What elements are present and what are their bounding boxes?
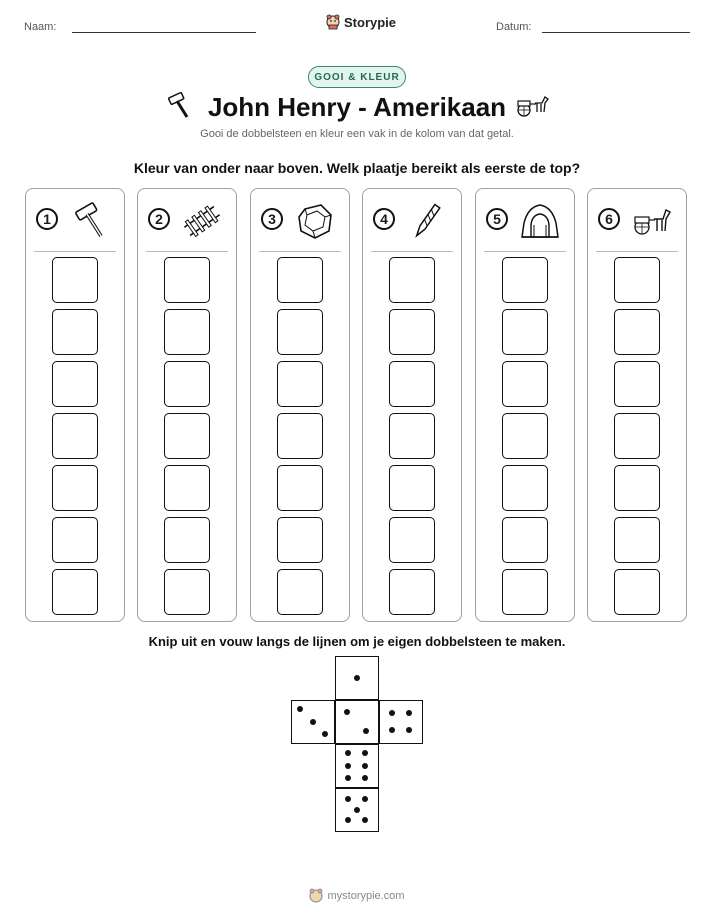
die-pip [344, 709, 350, 715]
die-pip [322, 731, 328, 737]
column-number: 1 [36, 208, 58, 230]
die-pip [406, 727, 412, 733]
storypie-mascot-icon [326, 14, 340, 30]
game-instruction: Kleur van onder naar boven. Welk plaatje bereikt als eerste de top? [133, 160, 581, 176]
color-box[interactable] [389, 413, 435, 459]
hammer-icon [70, 201, 110, 241]
die-pip [354, 675, 360, 681]
die-pip [362, 775, 368, 781]
column-number: 4 [373, 208, 395, 230]
footer-url[interactable]: mystorypie.com [327, 890, 405, 902]
color-box[interactable] [52, 517, 98, 563]
color-box[interactable] [277, 517, 323, 563]
color-box[interactable] [277, 309, 323, 355]
brand-name: Storypie [344, 14, 397, 30]
color-box[interactable] [614, 361, 660, 407]
column-number: 2 [148, 208, 170, 230]
color-box[interactable] [502, 517, 548, 563]
name-line[interactable] [72, 32, 256, 33]
color-box[interactable] [502, 465, 548, 511]
column-divider [259, 251, 341, 252]
color-box[interactable] [52, 413, 98, 459]
die-face-1 [335, 656, 379, 700]
color-box[interactable] [164, 465, 210, 511]
die-pip [345, 817, 351, 823]
die-pip [345, 750, 351, 756]
die-pip [310, 719, 316, 725]
storypie-mascot-icon [309, 888, 323, 904]
color-box[interactable] [502, 569, 548, 615]
die-face-6 [335, 744, 379, 788]
die-pip [345, 775, 351, 781]
die-pip [362, 763, 368, 769]
dice-column-5 [475, 188, 575, 622]
die-pip [363, 728, 369, 734]
rock-icon [295, 201, 335, 241]
die-pip [362, 796, 368, 802]
color-box[interactable] [277, 361, 323, 407]
color-box[interactable] [52, 257, 98, 303]
die-pip [345, 763, 351, 769]
color-box[interactable] [52, 569, 98, 615]
color-box[interactable] [389, 361, 435, 407]
die-face-3 [291, 700, 335, 744]
color-box[interactable] [389, 517, 435, 563]
color-box[interactable] [164, 413, 210, 459]
tunnel-icon [520, 201, 560, 241]
dice-column-1 [25, 188, 125, 622]
color-box[interactable] [52, 465, 98, 511]
die-pip [362, 817, 368, 823]
color-box[interactable] [164, 257, 210, 303]
horse-cart-icon [516, 94, 550, 118]
die-face-2 [335, 700, 379, 744]
color-box[interactable] [277, 569, 323, 615]
die-pip [297, 706, 303, 712]
dice-column-3 [250, 188, 350, 622]
color-box[interactable] [277, 413, 323, 459]
name-label: Naam: [24, 21, 57, 33]
column-divider [596, 251, 678, 252]
die-face-5 [335, 788, 379, 832]
date-label: Datum: [496, 21, 532, 33]
color-box[interactable] [502, 361, 548, 407]
color-box[interactable] [502, 309, 548, 355]
color-box[interactable] [614, 413, 660, 459]
die-pip [406, 710, 412, 716]
activity-badge: GOOI & KLEUR [308, 66, 406, 88]
column-divider [146, 251, 228, 252]
dice-column-4 [362, 188, 462, 622]
color-box[interactable] [277, 465, 323, 511]
color-box[interactable] [164, 569, 210, 615]
color-box[interactable] [389, 309, 435, 355]
die-pip [345, 796, 351, 802]
die-pip [362, 750, 368, 756]
color-box[interactable] [614, 569, 660, 615]
color-box[interactable] [164, 517, 210, 563]
footer [0, 888, 714, 904]
die-face-4 [379, 700, 423, 744]
die-instruction: Knip uit en vouw langs de lijnen om je eigen dobbelsteen te maken. [148, 634, 566, 649]
page-subtitle: Gooi de dobbelsteen en kleur een vak in de kolom van dat getal. [200, 128, 514, 140]
column-divider [371, 251, 453, 252]
railroad-track-icon [182, 201, 222, 241]
horse-cart-icon [632, 201, 672, 241]
die-pip [389, 710, 395, 716]
color-box[interactable] [52, 361, 98, 407]
color-box[interactable] [52, 309, 98, 355]
dice-column-2 [137, 188, 237, 622]
column-number: 6 [598, 208, 620, 230]
color-box[interactable] [502, 257, 548, 303]
color-box[interactable] [164, 309, 210, 355]
color-box[interactable] [164, 361, 210, 407]
steel-drill-icon [407, 201, 447, 241]
column-number: 3 [261, 208, 283, 230]
color-box[interactable] [614, 309, 660, 355]
date-line[interactable] [542, 32, 690, 33]
column-number: 5 [486, 208, 508, 230]
color-box[interactable] [614, 257, 660, 303]
brand-logo [326, 14, 396, 30]
die-pip [389, 727, 395, 733]
color-box[interactable] [614, 465, 660, 511]
column-divider [34, 251, 116, 252]
color-box[interactable] [502, 413, 548, 459]
dice-column-6 [587, 188, 687, 622]
page-title: John Henry - Amerikaan [207, 92, 507, 122]
color-box[interactable] [389, 569, 435, 615]
color-box[interactable] [389, 257, 435, 303]
die-pip [354, 807, 360, 813]
column-divider [484, 251, 566, 252]
color-box[interactable] [277, 257, 323, 303]
color-box[interactable] [614, 517, 660, 563]
color-box[interactable] [389, 465, 435, 511]
